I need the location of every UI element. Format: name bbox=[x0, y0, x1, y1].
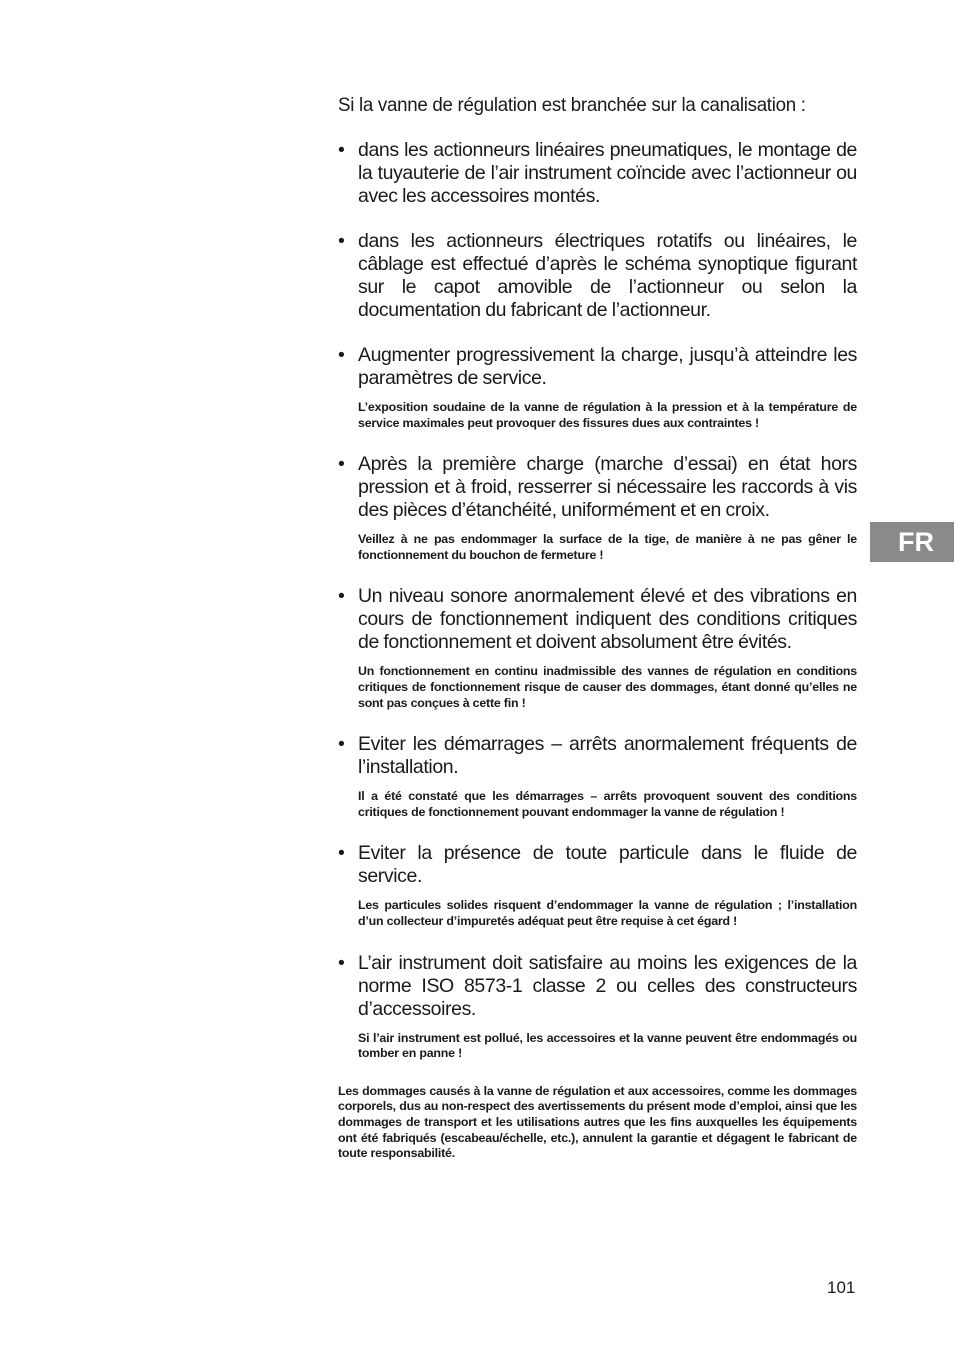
intro-text: Si la vanne de régulation est branchée sur la canalisation : bbox=[338, 94, 806, 116]
bullet: • bbox=[338, 842, 345, 865]
warning-note: L’exposition soudaine de la vanne de régulation à la pression et à la température de service maximales peut provoquer des fissures dues aux contraintes ! bbox=[358, 400, 857, 430]
list-item-text: Eviter la présence de toute particule dans le fluide de service. bbox=[358, 842, 857, 888]
warning-note: Si l’air instrument est pollué, les accessoires et la vanne peuvent être endommagés ou tomber en panne ! bbox=[358, 1030, 857, 1061]
page-number: 101 bbox=[827, 1278, 856, 1297]
list-item-text: L’air instrument doit satisfaire au moins les exigences de la norme ISO 8573-1 classe 2 ou celles des constructeurs d’accessoires. bbox=[358, 951, 857, 1020]
bullet: • bbox=[338, 344, 345, 366]
bullet: • bbox=[338, 733, 345, 756]
warning-note: Veillez à ne pas endommager la surface de la tige, de manière à ne pas gêner le fonctionnement du bouchon de fermeture ! bbox=[358, 532, 857, 562]
list-item bbox=[338, 733, 857, 820]
warning-note: Il a été constaté que les démarrages – arrêts provoquent souvent des conditions critiques de fonctionnement pouvant endommager la vanne de régulation ! bbox=[358, 789, 857, 819]
bullet: • bbox=[338, 951, 345, 974]
bullet: • bbox=[338, 453, 345, 476]
list-item bbox=[338, 344, 857, 431]
list-item bbox=[338, 230, 857, 322]
page-content bbox=[338, 94, 857, 1162]
list-item bbox=[338, 842, 857, 929]
list-item bbox=[338, 453, 857, 563]
list-item-text: dans les actionneurs linéaires pneumatiques, le montage de la tuyauterie de l’air instrument coïncide avec l’actionneur ou avec les accessoires montés. bbox=[358, 139, 857, 207]
bullet: • bbox=[338, 139, 345, 161]
list-item-text: Un niveau sonore anormalement élevé et des vibrations en cours de fonctionnement indiquent des conditions critiques de fonctionnement et doivent absolument être évités. bbox=[358, 585, 857, 654]
list-item bbox=[338, 952, 857, 1062]
bullet: • bbox=[338, 585, 345, 608]
language-tab: FR bbox=[870, 522, 954, 562]
list-item-text: Après la première charge (marche d’essai) en état hors pression et à froid, resserrer si nécessaire les raccords à vis des pièces d’étanchéité, uniformément et en croix. bbox=[358, 453, 857, 522]
bullet: • bbox=[338, 230, 345, 252]
list-item bbox=[338, 139, 857, 208]
warning-note: Un fonctionnement en continu inadmissible des vannes de régulation en conditions critiques de fonctionnement risque de causer des dommages, étant donné qu’elles ne sont pas conçues à cette fin ! bbox=[358, 664, 857, 710]
warning-note: Les particules solides risquent d’endommager la vanne de régulation ; l’installation d’un collecteur d’impuretés adéquat peut être requise à cet égard ! bbox=[358, 898, 857, 928]
list-item bbox=[338, 585, 857, 711]
list-item-text: Eviter les démarrages – arrêts anormalement fréquents de l’installation. bbox=[358, 733, 857, 779]
list-item-text: dans les actionneurs électriques rotatifs ou linéaires, le câblage est effectué d’après le schéma synoptique figurant sur le capot amovible de l’actionneur ou selon la documentation du fabricant de l’actionneur. bbox=[358, 230, 857, 321]
list-item-text: Augmenter progressivement la charge, jusqu’à atteindre les paramètres de service. bbox=[358, 344, 857, 389]
liability-note: Les dommages causés à la vanne de régulation et aux accessoires, comme les dommages corporels, dus au non-respect des avertissements du présent mode d’emploi, ainsi que les dommages de transport et les utilisations autres que les fins auxquelles les équipements ont été fabriqués (escabeau/échelle, etc.), annulent la garantie et dégagent le fabricant de toute responsabilité. bbox=[338, 1083, 857, 1161]
